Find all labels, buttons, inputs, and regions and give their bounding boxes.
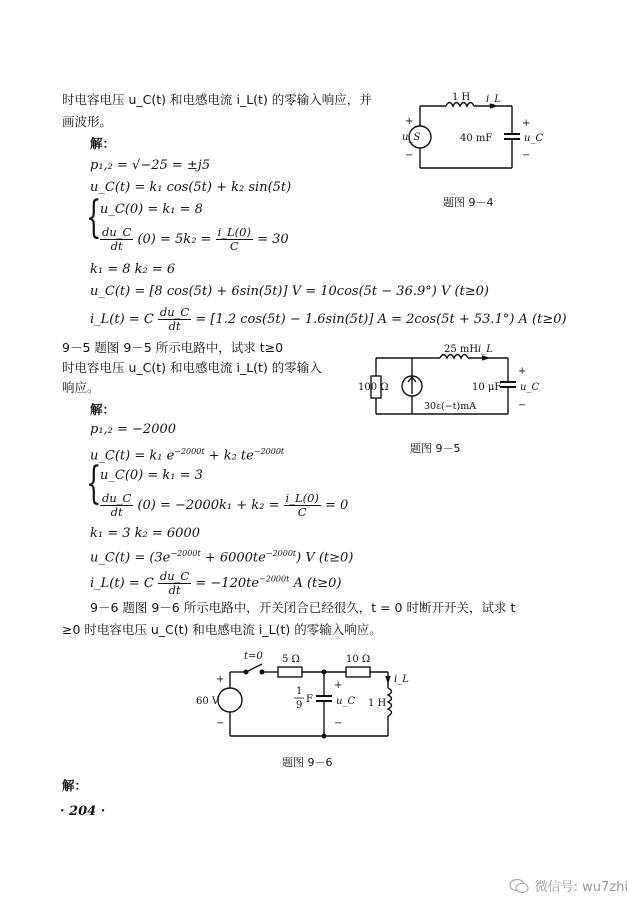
fig94-uc-label: u_C — [524, 133, 544, 144]
sys2-mid: (0) = −2000k₁ + k₂ = — [137, 498, 280, 513]
fig96-switch-label: t=0 — [244, 651, 263, 662]
prob96-solution-label: 解： — [62, 778, 88, 793]
prob95-solution-label: 解： — [90, 402, 116, 417]
plus-sign: + — [216, 674, 225, 685]
fig96-uc-label: u_C — [336, 696, 356, 707]
fig95-inductor-label: 25 mH — [444, 344, 479, 355]
prob94-uc-general: u_C(t) = k₁ cos(5t) + k₂ sin(5t) — [90, 180, 292, 195]
fig96-inductor-label: 1 H — [368, 698, 387, 709]
plus-sign: + — [334, 680, 343, 691]
inductor-symbol — [446, 103, 474, 107]
fig96-source-label: 60 V — [196, 696, 220, 707]
minus-sign: − — [216, 718, 225, 729]
prob94-line2: 画波形。 — [62, 114, 113, 129]
watermark-text: 微信号: wu7zhi — [534, 880, 628, 895]
prob94-sys1: u_C(0) = k₁ = 8 — [100, 202, 203, 217]
caption-fig-9-5: 题图 9－5 — [410, 442, 461, 455]
frac-num: du_C — [159, 569, 190, 583]
minus-sign: − — [334, 718, 343, 729]
fig95-resistor-label: 100 Ω — [358, 382, 389, 393]
circuit-diagram-9-6 — [196, 650, 416, 746]
fig96-r2-label: 10 Ω — [346, 654, 371, 665]
uc-exp1: −2000t — [174, 447, 205, 456]
caption-fig-9-4: 题图 9－4 — [443, 196, 494, 209]
prob94-roots: p₁,₂ = √−25 = ±j5 — [90, 158, 211, 173]
ucres-exp1: −2000t — [170, 549, 201, 558]
prob96-line1: 9－6 题图 9－6 所示电路中，开关闭合已经很久，t = 0 时断开开关，试求 t — [90, 600, 516, 615]
fig95-source-label: 30ε(−t)mA — [424, 401, 477, 412]
prob96-line2: ≥0 时电容电压 u_C(t) 和电感电流 i_L(t) 的零输入响应。 — [62, 622, 382, 637]
il-suffix: = [1.2 cos(5t) − 1.6sin(5t)] A = 2cos(5t + 53.1°) A (t≥0) — [195, 312, 567, 327]
prob95-uc-general — [90, 444, 284, 464]
uc-exp2: −2000t — [253, 447, 285, 456]
prob95-brace: { — [86, 458, 102, 509]
wechat-icon — [509, 878, 529, 894]
fig96-r1-label: 5 Ω — [282, 654, 300, 665]
plus-sign: + — [405, 116, 414, 127]
prob95-line2: 时电容电压 u_C(t) 和电感电流 i_L(t) 的零输入 — [62, 360, 322, 375]
sys2-mid: (0) = 5k₂ = — [137, 232, 212, 247]
prob95-roots: p₁,₂ = −2000 — [90, 422, 177, 437]
minus-sign: − — [405, 150, 414, 161]
frac-num: i_L(0) — [217, 225, 251, 239]
frac-den: dt — [168, 319, 181, 333]
prob95-line1: 9－5 题图 9－5 所示电路中，试求 t≥0 — [62, 340, 284, 355]
frac-den: dt — [110, 239, 123, 253]
ucres-exp2: −2000t — [265, 549, 297, 558]
resistor-symbol — [278, 667, 302, 677]
frac-den: dt — [110, 505, 123, 519]
plus-sign: + — [522, 118, 531, 129]
ucres-a: u_C(t) = (3e — [90, 550, 171, 566]
prob95-sys2 — [100, 492, 348, 519]
il-prefix: i_L(t) = C — [90, 312, 154, 327]
frac-num: du_C — [159, 305, 190, 319]
frac-num: i_L(0) — [285, 491, 319, 505]
prob95-il-result — [90, 570, 342, 597]
ucres-c: + 6000te — [200, 550, 266, 566]
frac-num: du_C — [102, 491, 132, 505]
fig96-c-num: 1 — [296, 686, 303, 697]
frac-den: C — [229, 239, 239, 253]
uc-a: u_C(t) = k₁ e — [90, 448, 175, 464]
resistor-symbol — [346, 667, 370, 677]
fig95-capacitor-label: 10 μF — [472, 382, 502, 393]
switch-symbol — [246, 664, 262, 672]
fig95-il-label: i_L — [478, 344, 493, 355]
fig94-us-label: u_S — [402, 132, 421, 143]
il-d: A (t≥0) — [289, 576, 342, 591]
prob95-line3: 响应。 — [62, 380, 100, 395]
prob95-sys1: u_C(0) = k₁ = 3 — [100, 468, 203, 483]
il-exp: −2000t — [259, 574, 290, 584]
fig94-inductor-label: 1 H — [452, 92, 471, 103]
minus-sign: − — [522, 150, 531, 161]
frac-den: dt — [168, 583, 181, 597]
inductor-symbol — [440, 355, 468, 359]
frac-den: C — [297, 505, 307, 519]
prob94-sys2 — [100, 226, 289, 253]
plus-sign: + — [518, 366, 527, 377]
prob94-brace: { — [86, 192, 102, 243]
fig94-capacitor-label: 40 mF — [460, 133, 493, 144]
minus-sign: − — [518, 400, 527, 411]
fig95-uc-label: u_C — [520, 382, 540, 393]
watermark — [509, 876, 628, 895]
prob94-line1: 时电容电压 u_C(t) 和电感电流 i_L(t) 的零输入响应，并 — [62, 92, 372, 107]
sys2-end: = 0 — [325, 498, 349, 513]
page-number: · 204 · — [60, 804, 106, 819]
fig96-c-den: 9 — [296, 700, 303, 711]
circuit-diagram-9-5 — [358, 342, 542, 426]
voltage-source-symbol — [218, 688, 242, 712]
prob95-uc-result — [90, 546, 353, 566]
fig96-c-unit: F — [306, 694, 313, 705]
inductor-symbol — [388, 688, 392, 716]
fig94-il-label: i_L — [486, 94, 501, 105]
fig96-il-label: i_L — [394, 674, 409, 685]
caption-fig-9-6: 题图 9－6 — [282, 756, 333, 769]
prob94-solution-label: 解： — [90, 136, 116, 151]
ucres-e: ) V (t≥0) — [296, 550, 354, 566]
prob94-k-values: k₁ = 8 k₂ = 6 — [90, 262, 176, 277]
circuit-diagram-9-4 — [400, 92, 544, 180]
frac-num: du_C — [102, 225, 132, 239]
sys2-end: = 30 — [257, 232, 289, 247]
uc-c: + k₂ te — [204, 448, 254, 464]
prob94-il-result — [90, 306, 567, 333]
il-b: = −120te — [195, 576, 260, 591]
prob94-uc-result: u_C(t) = [8 cos(5t) + 6sin(5t)] V = 10cos(5t − 36.9°) V (t≥0) — [90, 284, 490, 299]
prob95-k-values: k₁ = 3 k₂ = 6000 — [90, 526, 200, 541]
il-prefix: i_L(t) = C — [90, 576, 154, 591]
